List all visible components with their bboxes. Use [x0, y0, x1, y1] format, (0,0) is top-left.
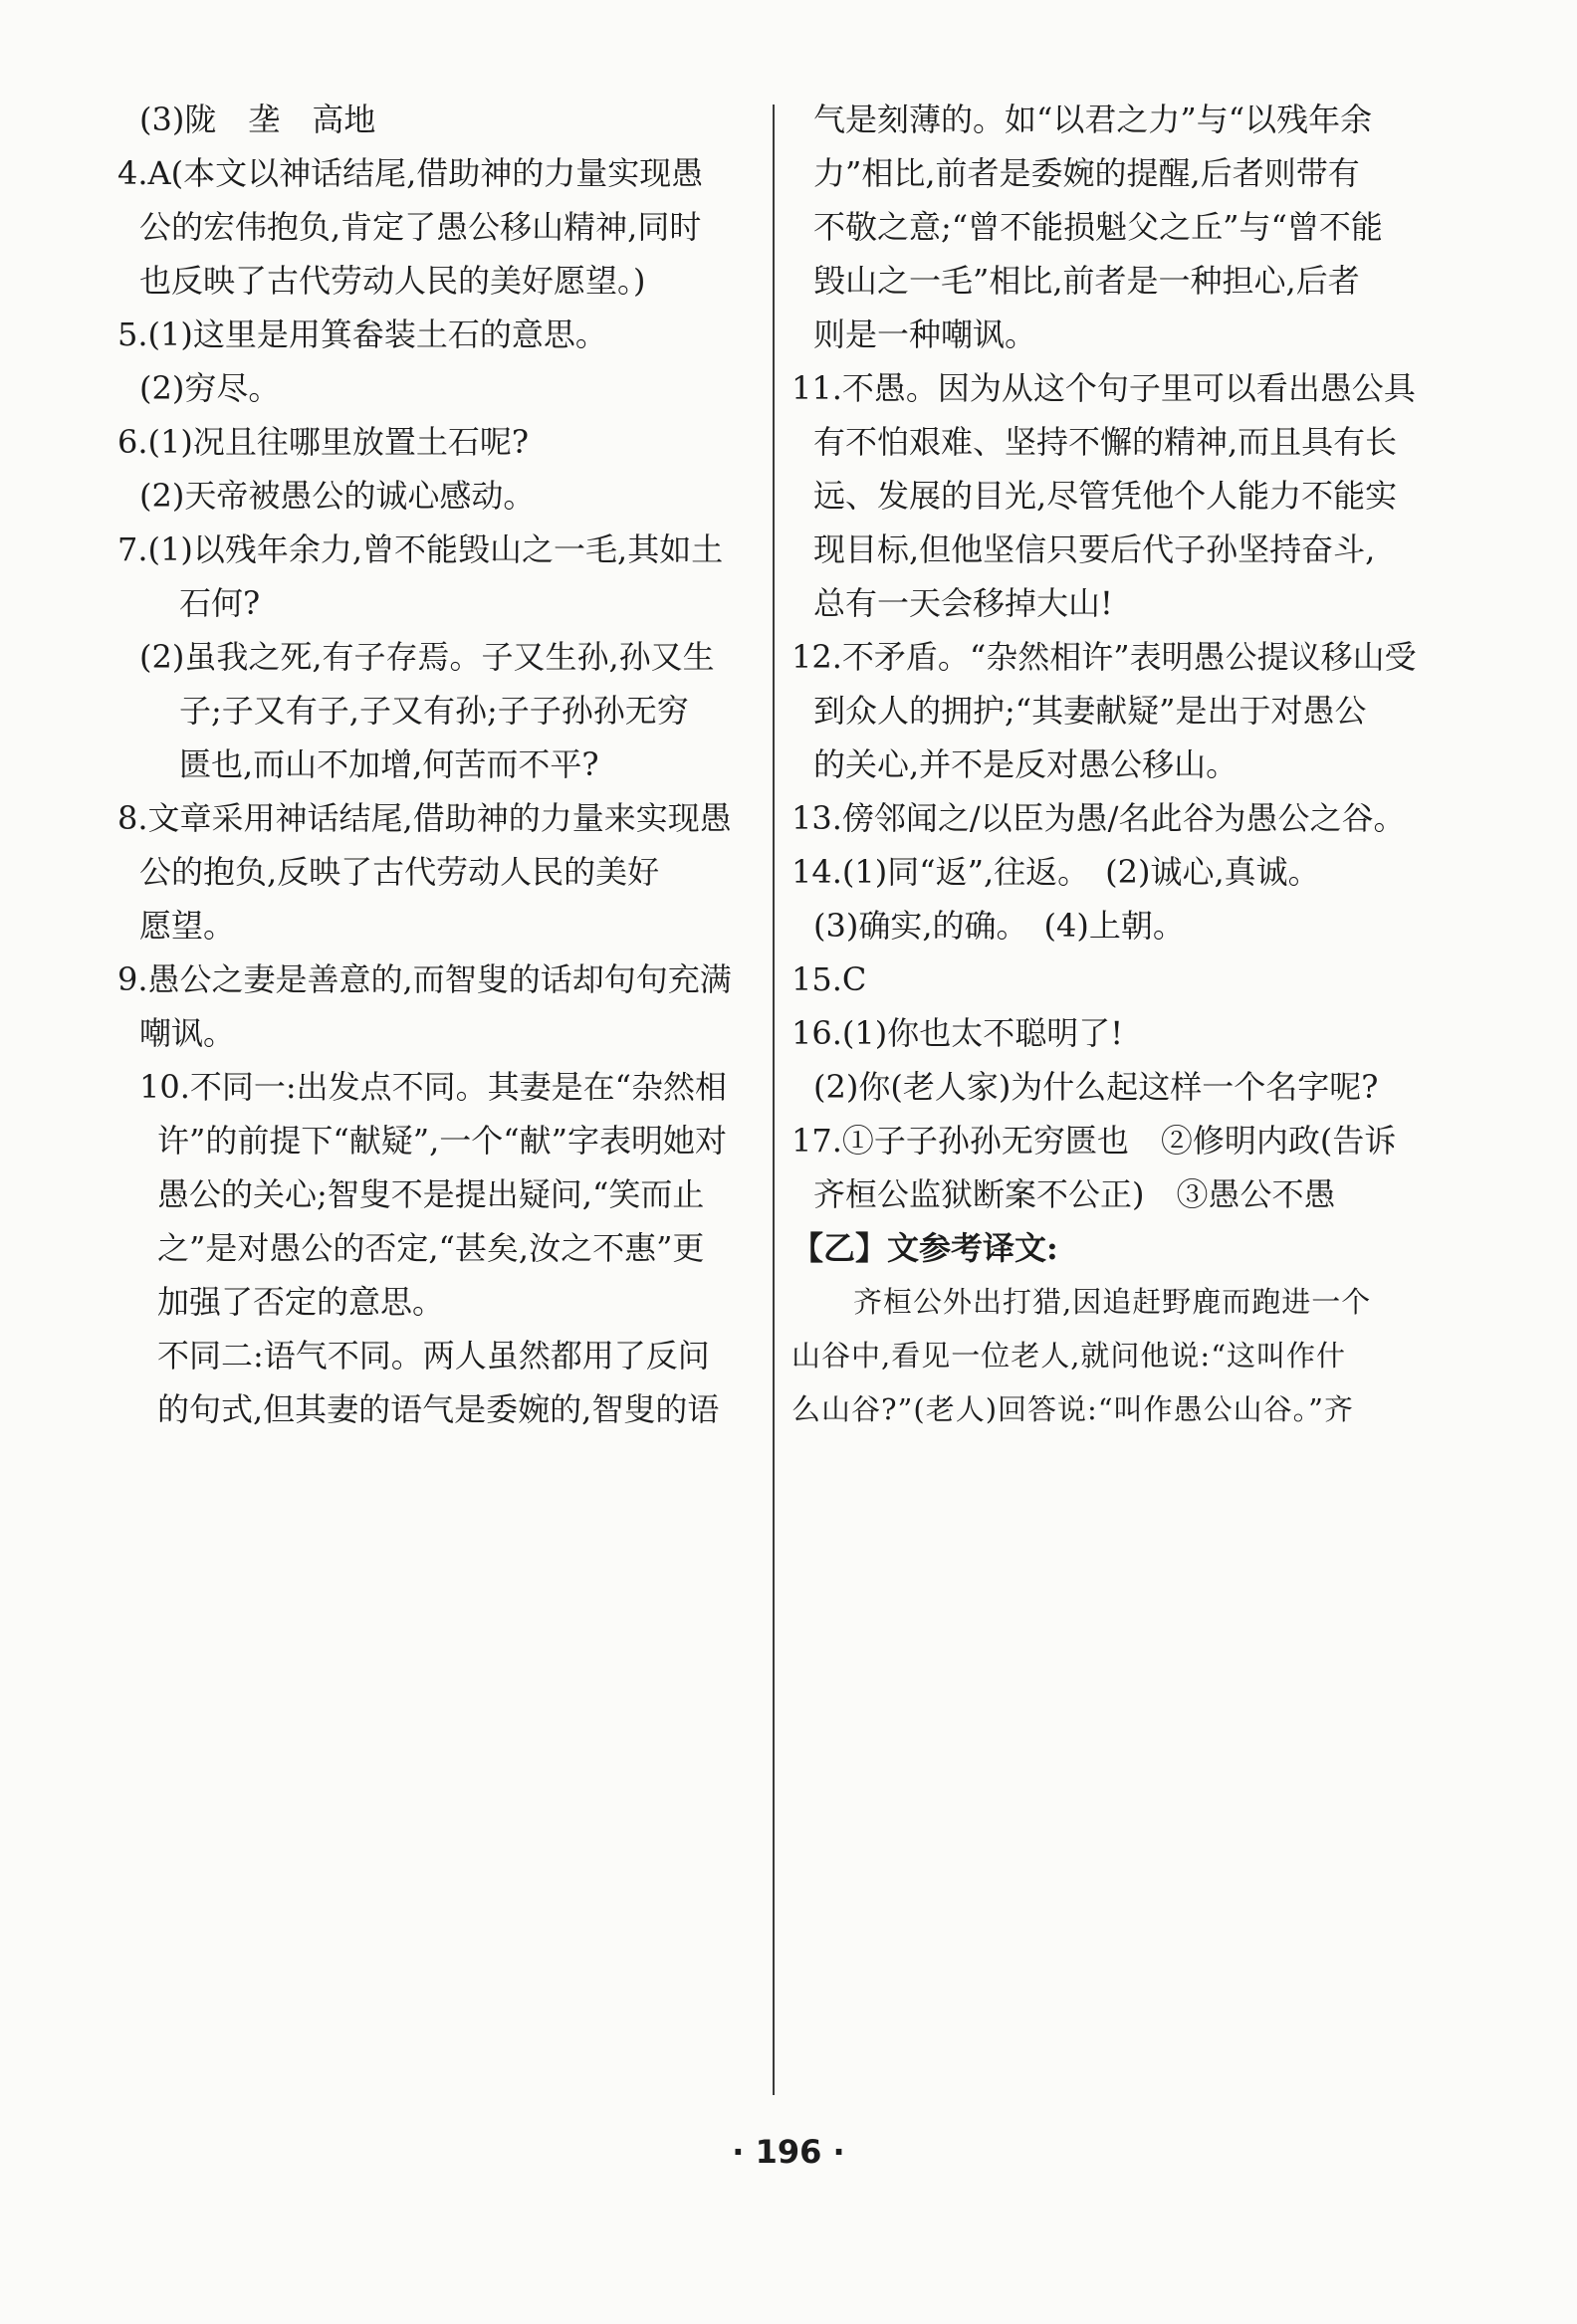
- translation-line: 山谷中,看见一位老人,就问他说:“这叫作什: [791, 1339, 1347, 1373]
- answer-line: 4.A(本文以神话结尾,借助神的力量实现愚: [117, 154, 704, 192]
- answer-line: 公的抱负,反映了古代劳动人民的美好: [139, 853, 660, 891]
- answer-line: 11.不愚。因为从这个句子里可以看出愚公具: [791, 369, 1416, 407]
- answer-line: 许”的前提下“献疑”,一个“献”字表明她对: [157, 1122, 727, 1160]
- answer-line: 到众人的拥护;“其妻献疑”是出于对愚公: [813, 692, 1367, 730]
- answer-line: 也反映了古代劳动人民的美好愿望。): [139, 262, 646, 300]
- answer-line: 13.傍邻闻之/以臣为愚/名此谷为愚公之谷。: [791, 799, 1406, 837]
- answer-line: 不敬之意;“曾不能损魁父之丘”与“曾不能: [813, 208, 1383, 246]
- answer-line: 9.愚公之妻是善意的,而智叟的话却句句充满: [117, 960, 732, 998]
- answer-line: 8.文章采用神话结尾,借助神的力量来实现愚: [117, 799, 732, 837]
- answer-line: 匮也,而山不加增,何苦而不平?: [179, 745, 599, 783]
- answer-line: 12.不矛盾。“杂然相许”表明愚公提议移山受: [791, 638, 1417, 676]
- answer-line: 齐桓公监狱断案不公正) ③愚公不愚: [813, 1175, 1336, 1213]
- answer-line: 子;子又有子,子又有孙;子子孙孙无穷: [179, 692, 689, 730]
- answer-line: (2)虽我之死,有子存焉。子又生孙,孙又生: [139, 638, 715, 676]
- answer-line: 气是刻薄的。如“以君之力”与“以残年余: [813, 101, 1373, 138]
- answer-line: 10.不同一:出发点不同。其妻是在“杂然相: [139, 1068, 728, 1106]
- answer-line: 之”是对愚公的否定,“甚矣,汝之不惠”更: [157, 1229, 705, 1267]
- answer-line: 5.(1)这里是用箕畚装土石的意思。: [117, 316, 607, 353]
- answer-line: 7.(1)以残年余力,曾不能毁山之一毛,其如土: [117, 530, 724, 568]
- answer-line: 远、发展的目光,尽管凭他个人能力不能实: [813, 477, 1398, 515]
- translation-line: 齐桓公外出打猎,因追赶野鹿而跑进一个: [853, 1285, 1372, 1319]
- answer-line: 有不怕艰难、坚持不懈的精神,而且具有长: [813, 423, 1398, 461]
- answer-line: 愿望。: [139, 907, 236, 945]
- answer-line: 力”相比,前者是委婉的提醒,后者则带有: [813, 154, 1360, 192]
- answer-line: 嘲讽。: [139, 1014, 236, 1052]
- answer-line: (2)穷尽。: [139, 369, 281, 407]
- answer-line: 的关心,并不是反对愚公移山。: [813, 745, 1239, 783]
- answer-line: 石何?: [179, 584, 261, 622]
- answer-line: 加强了否定的意思。: [157, 1283, 445, 1321]
- answer-line: 15.C: [791, 960, 867, 998]
- answer-line: 毁山之一毛”相比,前者是一种担心,后者: [813, 262, 1360, 300]
- answer-line: 公的宏伟抱负,肯定了愚公移山精神,同时: [139, 208, 702, 246]
- answer-line: 现目标,但他坚信只要后代子孙坚持奋斗,: [813, 530, 1376, 568]
- answer-line: 愚公的关心;智叟不是提出疑问,“笑而止: [157, 1175, 705, 1213]
- answer-line: 16.(1)你也太不聪明了!: [791, 1014, 1124, 1052]
- answer-line: (3)确实,的确。 (4)上朝。: [813, 907, 1185, 945]
- answer-line: (3)陇 垄 高地: [139, 101, 376, 138]
- translation-line: 么山谷?”(老人)回答说:“叫作愚公山谷。”齐: [791, 1392, 1354, 1426]
- answer-line: 6.(1)况且往哪里放置土石呢?: [117, 423, 530, 461]
- answer-line: 的句式,但其妻的语气是委婉的,智叟的语: [157, 1390, 720, 1428]
- page-number: · 196 ·: [732, 2133, 845, 2171]
- answer-line: (2)天帝被愚公的诚心感动。: [139, 477, 536, 515]
- answer-line: 不同二:语气不同。两人虽然都用了反问: [157, 1337, 710, 1374]
- answer-line: 14.(1)同“返”,往返。 (2)诚心,真诚。: [791, 853, 1320, 891]
- answer-line: 则是一种嘲讽。: [813, 316, 1037, 353]
- answer-line: (2)你(老人家)为什么起这样一个名字呢?: [813, 1068, 1379, 1106]
- translation-heading: 【乙】文参考译文:: [791, 1229, 1058, 1267]
- answer-line: 17.①子子孙孙无穷匮也 ②修明内政(告诉: [791, 1122, 1397, 1160]
- column-divider: [773, 105, 775, 2095]
- answer-line: 总有一天会移掉大山!: [813, 584, 1113, 622]
